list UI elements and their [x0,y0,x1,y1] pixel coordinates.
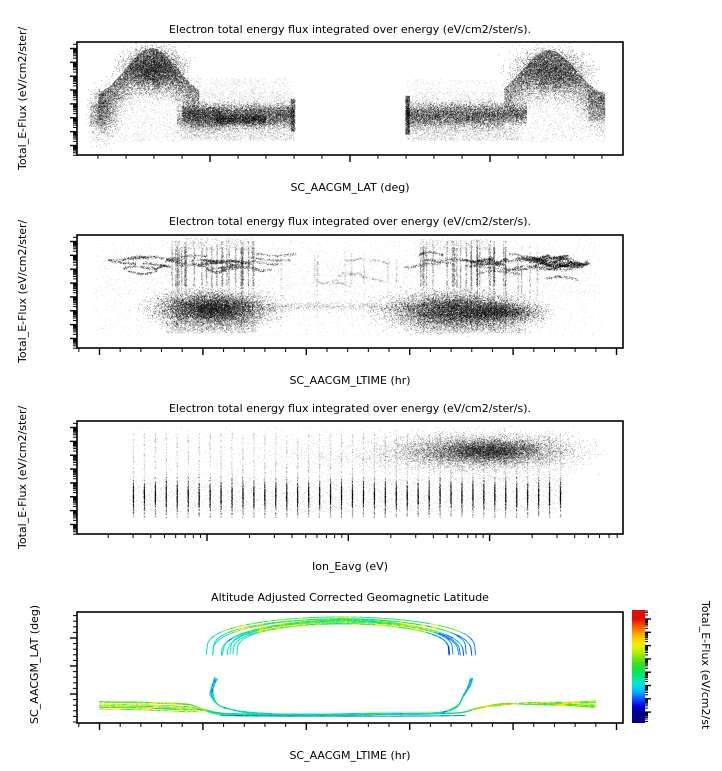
panel1-yaxis-label: Total_E-Flux (eV/cm2/ster/ [16,26,29,170]
colorbar-gradient [632,610,645,723]
colorbar-label: Total_E-Flux (eV/cm2/st [699,601,712,730]
panel1-xaxis-label: SC_AACGM_LAT (deg) [290,181,410,194]
panel4-title: Altitude Adjusted Corrected Geomagnetic Latitude [211,591,489,604]
panel3-yaxis-label: Total_E-Flux (eV/cm2/ster/ [16,405,29,549]
panel2-xaxis-label: SC_AACGM_LTIME (hr) [289,374,411,387]
panel3-xaxis-label: Ion_Eavg (eV) [311,560,388,573]
panel4-yaxis-label: SC_AACGM_LAT (deg) [28,604,41,724]
panel2-title: Electron total energy flux integrated over energy (eV/cm2/ster/s). [168,215,532,228]
panel4-xaxis-label: SC_AACGM_LTIME (hr) [289,749,411,762]
panel1-title: Electron total energy flux integrated over energy (eV/cm2/ster/s). [168,23,532,36]
panel3-title: Electron total energy flux integrated over energy (eV/cm2/ster/s). [168,402,532,415]
panel2-yaxis-label: Total_E-Flux (eV/cm2/ster/ [16,219,29,363]
